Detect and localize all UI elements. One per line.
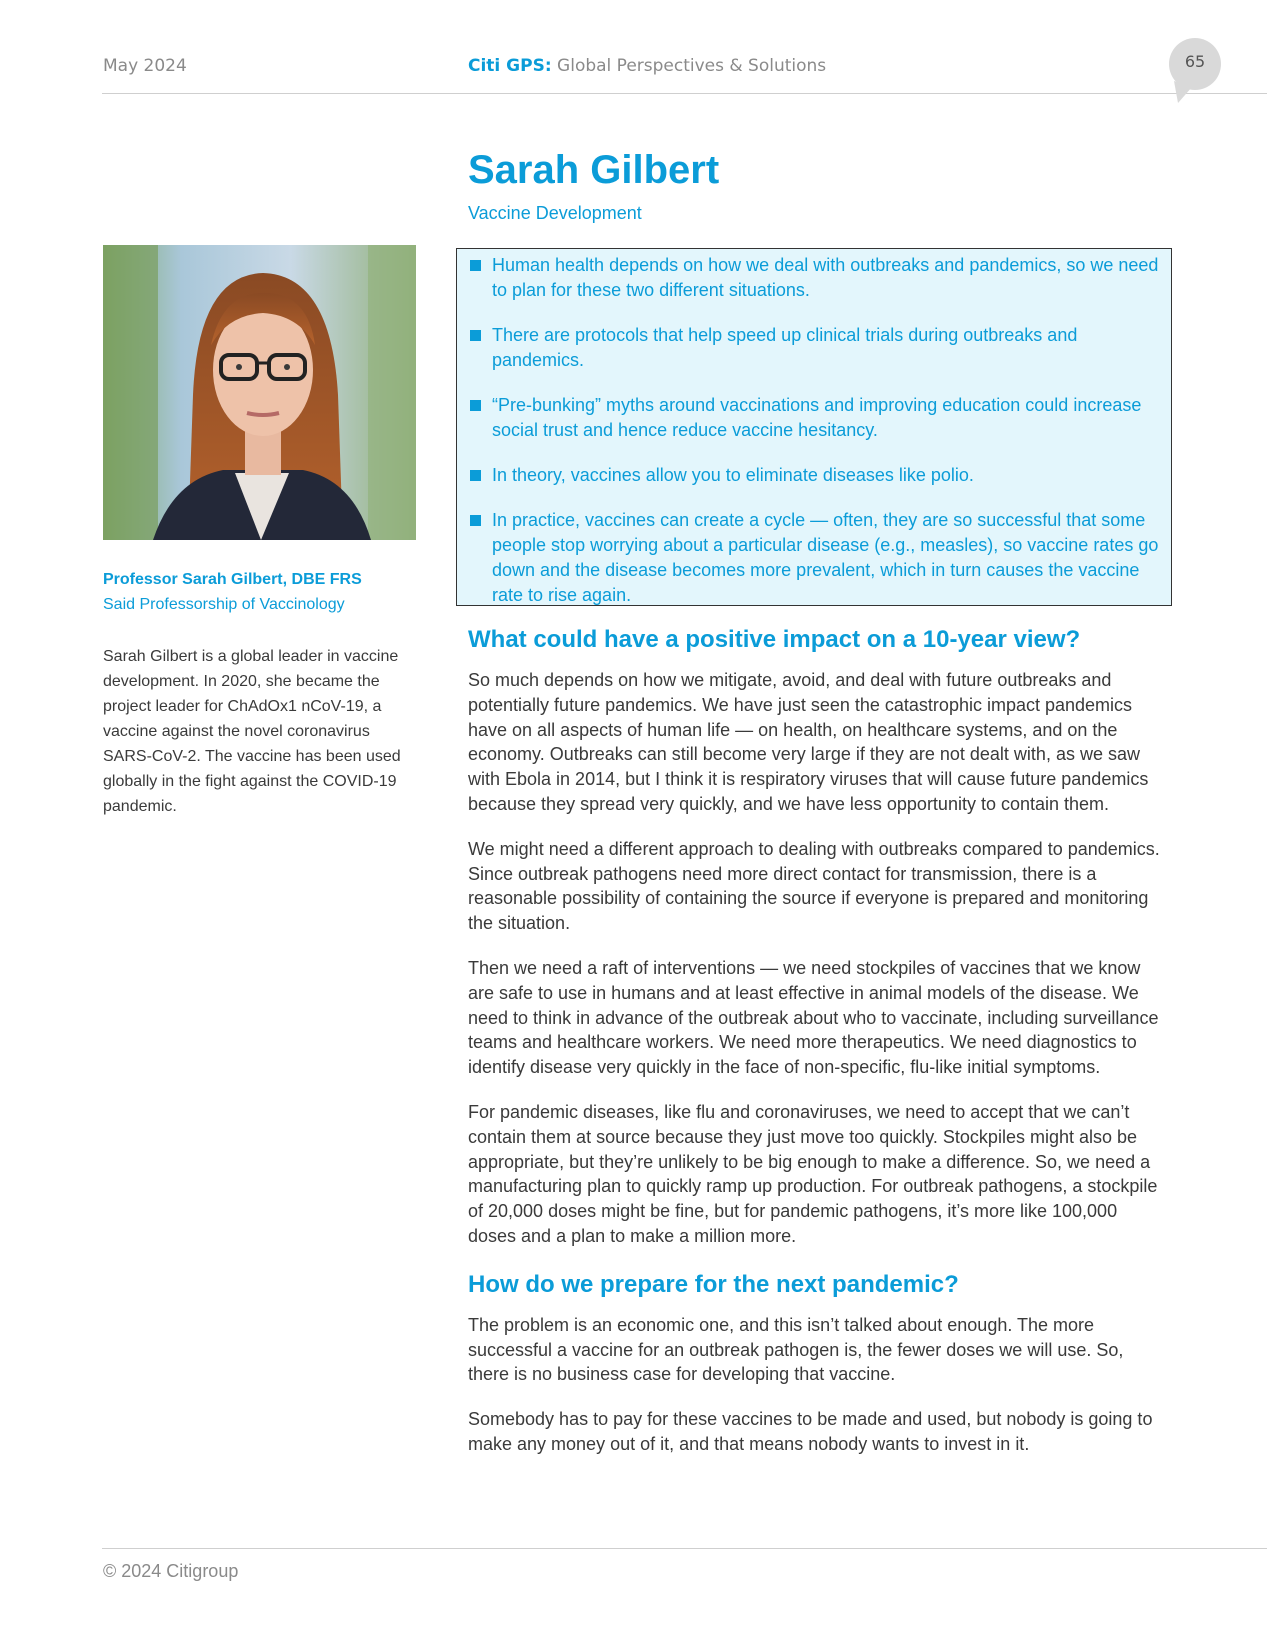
page-title: Sarah Gilbert	[468, 148, 720, 192]
key-point-text: There are protocols that help speed up clinical trials during outbreaks and pandemics.	[492, 325, 1078, 370]
header-divider	[102, 93, 1267, 94]
article-paragraph: Somebody has to pay for these vaccines to be made and used, but nobody is going to make any money out of it, and that means nobody wants to invest in it.	[468, 1409, 1153, 1454]
key-point-text: “Pre-bunking” myths around vaccinations and improving education could increase social trust and hence reduce vaccine hesitancy.	[492, 395, 1142, 440]
article-paragraph: For pandemic diseases, like flu and coronaviruses, we need to accept that we can’t contain them at source because they just move too quickly. Stockpiles might also be appropriate, but they’re unlikely to be big enough to make a difference. So, we need a manufacturing plan to quickly ramp up production. For outbreak pathogens, a stockpile of 20,000 doses might be fine, but for pandemic pathogens, it’s more like 100,000 doses and a plan to make a million more.	[468, 1101, 1158, 1246]
square-bullet-icon	[470, 330, 481, 341]
profile-position: Said Professorship of Vaccinology	[103, 596, 345, 613]
article-paragraph: So much depends on how we mitigate, avoid, and deal with future outbreaks and potentially future pandemics. We have just seen the catastrophic impact pandemics have on all aspects of human life — on health, on healthcare systems, and on the economy. Outbreaks can still become very large if they are not dealt with, as we saw with Ebola in 2014, but I think it is respiratory viruses that will cause future pandemics because they spread very quickly, and we have less opportunity to contain them.	[468, 670, 1149, 814]
page-number: 65	[1184, 52, 1206, 71]
article-paragraph: We might need a different approach to dealing with outbreaks compared to pandemics. Since outbreak pathogens need more direct contact for transmission, there is a reasonable possibility of containing the source if everyone is prepared and monitoring the situation.	[468, 838, 1160, 934]
brand-name: Citi GPS:	[468, 56, 552, 76]
header-brand	[468, 56, 826, 76]
key-point	[469, 393, 1159, 443]
key-points-list	[469, 253, 1159, 608]
square-bullet-icon	[470, 470, 481, 481]
footer-copyright: © 2024 Citigroup	[103, 1561, 239, 1581]
key-point	[469, 323, 1159, 373]
square-bullet-icon	[470, 260, 481, 271]
section-heading-next-pandemic: How do we prepare for the next pandemic?	[468, 1270, 959, 1298]
key-point	[469, 508, 1159, 608]
key-point-text: Human health depends on how we deal with outbreaks and pandemics, so we need to plan for these two different situations.	[492, 255, 1159, 300]
profile-bio: Sarah Gilbert is a global leader in vaccine development. In 2020, she became the project leader for ChAdOx1 nCoV-19, a vaccine against the novel coronavirus SARS-CoV-2. The vaccine has been used globally in the fight against the COVID-19 pandemic.	[103, 648, 401, 815]
article-paragraph: The problem is an economic one, and this isn’t talked about enough. The more successful a vaccine for an outbreak pathogen is, the fewer doses we will use. So, there is no business case for developing that vaccine.	[468, 1314, 1124, 1385]
page-subtitle: Vaccine Development	[468, 203, 642, 223]
key-point-text: In practice, vaccines can create a cycle — often, they are so successful that some people stop worrying about a particular disease (e.g., measles), so vaccine rates go down and the disease becomes more prevalent, which in turn causes the vaccine rate to rise again.	[492, 510, 1159, 605]
square-bullet-icon	[470, 400, 481, 411]
brand-tagline: Global Perspectives & Solutions	[557, 56, 827, 76]
section-heading-10-year-view: What could have a positive impact on a 10-year view?	[468, 626, 1081, 653]
key-point	[469, 253, 1159, 303]
square-bullet-icon	[470, 515, 481, 526]
header-date: May 2024	[103, 56, 187, 76]
article-paragraph: Then we need a raft of interventions — we need stockpiles of vaccines that we know are safe to use in humans and at least effective in animal models of the disease. We need to think in advance of the outbreak about who to vaccinate, including surveillance teams and healthcare workers. We need more therapeutics. We need diagnostics to identify disease very quickly in the face of non-specific, flu-like initial symptoms.	[468, 957, 1159, 1078]
portrait-photo	[103, 245, 416, 540]
key-point	[469, 463, 1159, 488]
key-points-box	[456, 248, 1172, 606]
key-point-text: In theory, vaccines allow you to eliminate diseases like polio.	[492, 465, 974, 485]
profile-full-title: Professor Sarah Gilbert, DBE FRS	[103, 571, 362, 588]
footer-divider	[102, 1548, 1267, 1549]
article-body	[468, 624, 1168, 1477]
